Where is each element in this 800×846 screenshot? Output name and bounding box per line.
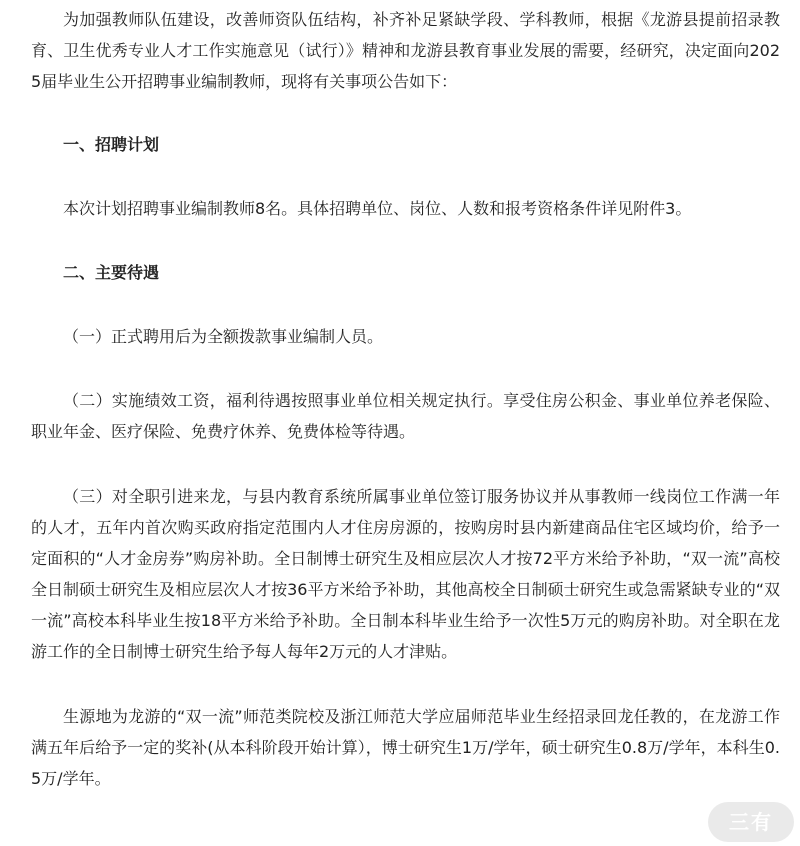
section-heading-benefits: 二、主要待遇 bbox=[63, 263, 160, 282]
intro-paragraph: 为加强教师队伍建设，改善师资队伍结构，补齐补足紧缺学段、学科教师，根据《龙游县提前招录教育、卫生优秀专业人才工作实施意见（试行）》精神和龙游县教育事业发展的需要，经研究，决定面向2025届毕业生公开招聘事业编制教师，现将有关事项公告如下： bbox=[31, 10, 780, 91]
watermark-logo: 三有 bbox=[708, 802, 794, 842]
reward-paragraph: 生源地为龙游的“双一流”师范类院校及浙江师范大学应届师范毕业生经招录回龙任教的，在龙游工作满五年后给予一定的奖补(从本科阶段开始计算），博士研究生1万/学年，硕士研究生0.8万/学年，本科生0.5万/学年。 bbox=[31, 707, 780, 788]
benefit-paragraph-1: （一）正式聘用后为全额拨款事业编制人员。 bbox=[63, 327, 384, 346]
article-body bbox=[31, 0, 780, 794]
recruitment-plan-paragraph: 本次计划招聘事业编制教师8名。具体招聘单位、岗位、人数和报考资格条件详见附件3。 bbox=[63, 199, 692, 218]
benefit-paragraph-2: （二）实施绩效工资，福利待遇按照事业单位相关规定执行。享受住房公积金、事业单位养老保险、职业年金、医疗保险、免费疗休养、免费体检等待遇。 bbox=[31, 391, 780, 441]
section-heading-recruitment-plan: 一、招聘计划 bbox=[63, 135, 160, 154]
benefit-paragraph-3: （三）对全职引进来龙，与县内教育系统所属事业单位签订服务协议并从事教师一线岗位工作满一年的人才，五年内首次购买政府指定范围内人才住房房源的，按购房时县内新建商品住宅区域均价，给予一定面积的“人才金房券”购房补助。全日制博士研究生及相应层次人才按72平方米给予补助，“双一流”高校全日制硕士研究生及相应层次人才按36平方米给予补助，其他高校全日制硕士研究生或急需紧缺专业的“双一流”高校本科毕业生按18平方米给予补助。全日制本科毕业生给予一次性5万元的购房补助。对全职在龙游工作的全日制博士研究生给予每人每年2万元的人才津贴。 bbox=[31, 487, 780, 661]
